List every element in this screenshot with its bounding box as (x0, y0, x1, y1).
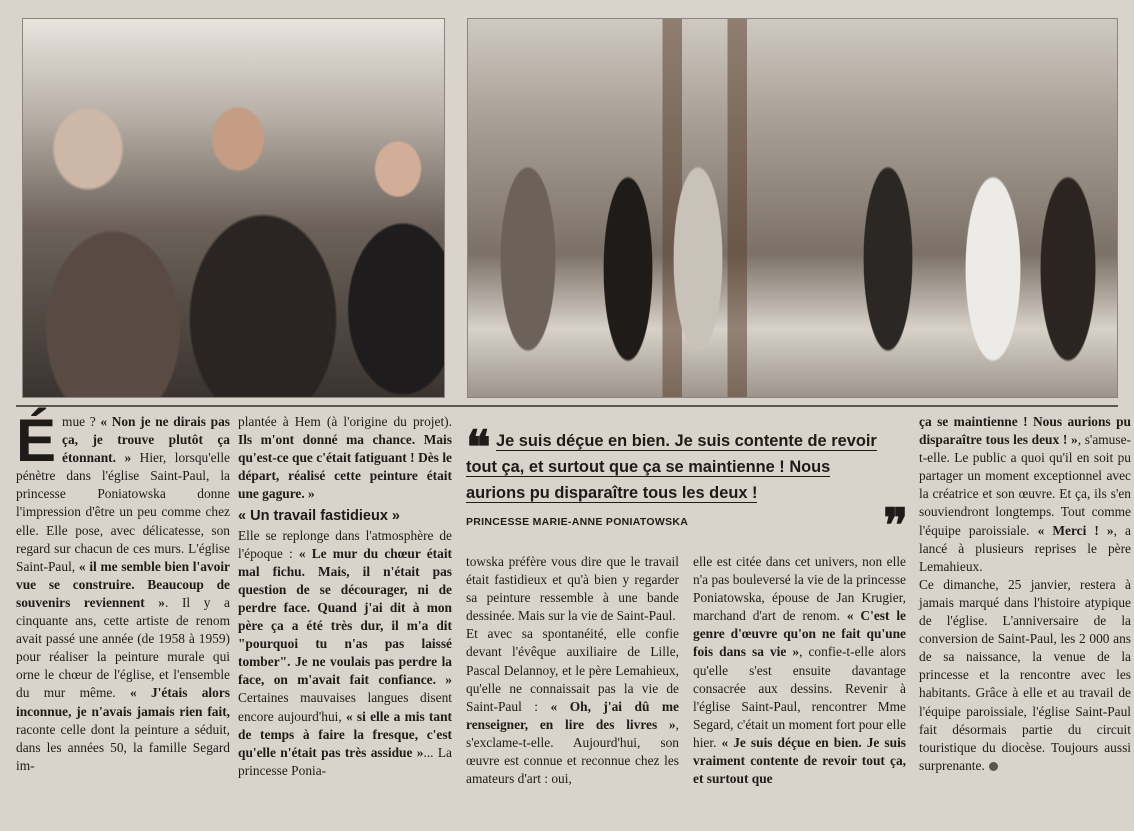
text-run: Ce dimanche, 25 janvier, restera à jamais marqué dans l'histoire atypique de l'église. L'anniversaire de la conversion de Saint-Paul, les 2 000 ans de sa naissance, la venue de la princesse et la rencontre avec les habitants. Grâce à elle et au travail de l'équipe paroissiale, l'église Saint-Paul fait désormais partie du circuit touristique du diocèse. Toujours aussi surprenante. (919, 576, 1131, 773)
paragraph (919, 413, 1131, 576)
text-run: , a lancé à plusieurs reprises le père Lemahieux. (919, 522, 1131, 574)
quote-run: « Je suis déçue en bien. Je suis vraiment contente de revoir tout ça, et surtout que (693, 734, 906, 787)
text-run: , s'amuse-t-elle. Le public a quoi qu'il en soit pu partager un moment exceptionnel avec la créatrice et son œuvre. Et ça, ils s'en souviendront longtemps. Tout comme l'équipe paroissiale. (919, 432, 1131, 538)
article-column-4 (693, 553, 906, 788)
article-column-5 (919, 413, 1131, 775)
text-run: mue ? (62, 414, 101, 429)
text-run: , confie-t-elle alors qu'elle s'est ensuite davantage consacrée aux dessins. Revenir à l'église Saint-Paul, rencontrer Mme Segard, c'était un moment fort pour elle hier. (693, 644, 906, 750)
text-run: plantée à Hem (à l'origine du projet). (238, 414, 452, 429)
text-run: elle est citée dans cet univers, non elle n'a pas bouleversé la vie de la princesse Poniatowska, épouse de Jan Krugier, marchand d'art de renom. (693, 554, 906, 624)
paragraph (238, 527, 452, 780)
text-run: Certaines mauvaises langues disent encore aujourd'hui, (238, 690, 452, 724)
quote-run: « Non je ne dirais pas ça, je trouve plutôt ça étonnant. » (62, 414, 230, 466)
text-run: Hier, lorsqu'elle pénètre dans l'église Saint-Paul, la princesse Poniatowska donne l'impression d'être un peu comme chez elle. Elle pose, avec délicatesse, son regard sur chacun de ces murs. L'église Saint-Paul, (16, 450, 230, 574)
drop-cap: É (16, 407, 57, 474)
quote-run: « C'est le genre d'œuvre qu'on ne fait qu'une fois dans sa vie » (693, 608, 906, 660)
paragraph (16, 407, 230, 775)
text-run: ... La princesse Ponia- (238, 744, 452, 778)
quote-run: « Le mur du chœur était mal fichu. Mais, il n'était pas question de se décourager, ni de perdre face. Quand j'ai dit à mon père ça a été très dur, il m'a dit "pourquoi tu n'as pas laissé tomber". Je ne voulais pas perdre la face, on m'avait fait confiance. » (238, 545, 452, 688)
photo-seated-audience (22, 18, 445, 398)
pull-quote-attribution: PRINCESSE MARIE-ANNE PONIATOWSKA (466, 516, 689, 528)
subheading: « Un travail fastidieux » (238, 508, 400, 525)
article-column-1 (16, 407, 230, 775)
text-run: raconte celle dont la peinture a séduit, dans les années 50, la famille Segard im- (16, 721, 230, 773)
pull-quote-text (466, 428, 878, 506)
text-run: Elle se replonge dans l'atmosphère de l'époque : (238, 527, 452, 561)
quote-run: « si elle a mis tant de temps à faire la fresque, c'est qu'elle n'était pas très assidue » (238, 708, 452, 760)
quote-run: Ils m'ont donné ma chance. Mais qu'est-ce que c'était fatiguant ! Dès le départ, réalisé cette peinture était une gagure. » (238, 432, 452, 502)
text-run: towska préfère vous dire que le travail était fastidieux et qu'à bien y regarder sa peinture ressemble à une bande dessinée. Mais sur la vie de Saint-Paul. (466, 554, 679, 624)
paragraph (466, 553, 679, 625)
quote-run: « J'étais alors inconnue, je n'avais jamais rien fait, (16, 685, 230, 719)
text-run: , s'exclame-t-elle. Aujourd'hui, son œuvre est connue et reconnue chez les amateurs d'art : oui, (466, 716, 679, 787)
close-quote-icon: ❞ (883, 499, 908, 551)
article-column-3 (466, 553, 679, 788)
quote-run: ça se maintienne ! Nous aurions pu disparaître tous les deux ! » (919, 414, 1131, 448)
end-of-article-icon (989, 762, 998, 771)
quote-run: « Merci ! » (1037, 522, 1114, 538)
pull-quote-line: Je suis déçue en bien. Je suis contente de revoir tout ça, et surtout que ça se maintienne ! Nous aurions pu disparaître tous les deux ! (466, 432, 877, 502)
article-column-2 (238, 413, 452, 780)
quote-run: « Oh, j'ai dû me renseigner, en lire des livres » (466, 698, 679, 732)
paragraph (466, 625, 679, 788)
photo-standing-crowd (467, 18, 1118, 398)
paragraph (238, 413, 452, 503)
open-quote-icon: ❝ (466, 421, 491, 473)
section-divider (16, 405, 1118, 407)
text-run: . Il y a cinquante ans, cette artiste de renom avait passé une année (de 1958 à 1959) pour réaliser la peinture murale qui orne le chœur de l'église, et l'ensemble du mur même. (16, 594, 230, 701)
paragraph (693, 553, 906, 788)
paragraph (919, 576, 1131, 775)
pull-quote (466, 421, 910, 551)
quote-run: « il me semble bien l'avoir vue se construire. Beaucoup de souvenirs reviennent » (16, 558, 230, 610)
text-run: Et avec sa spontanéité, elle confie devant l'évêque auxiliaire de Lille, Pascal Delannoy, et le père Lemahieux, qu'elle ne connaissait pas la vie de Saint-Paul : (466, 626, 679, 714)
